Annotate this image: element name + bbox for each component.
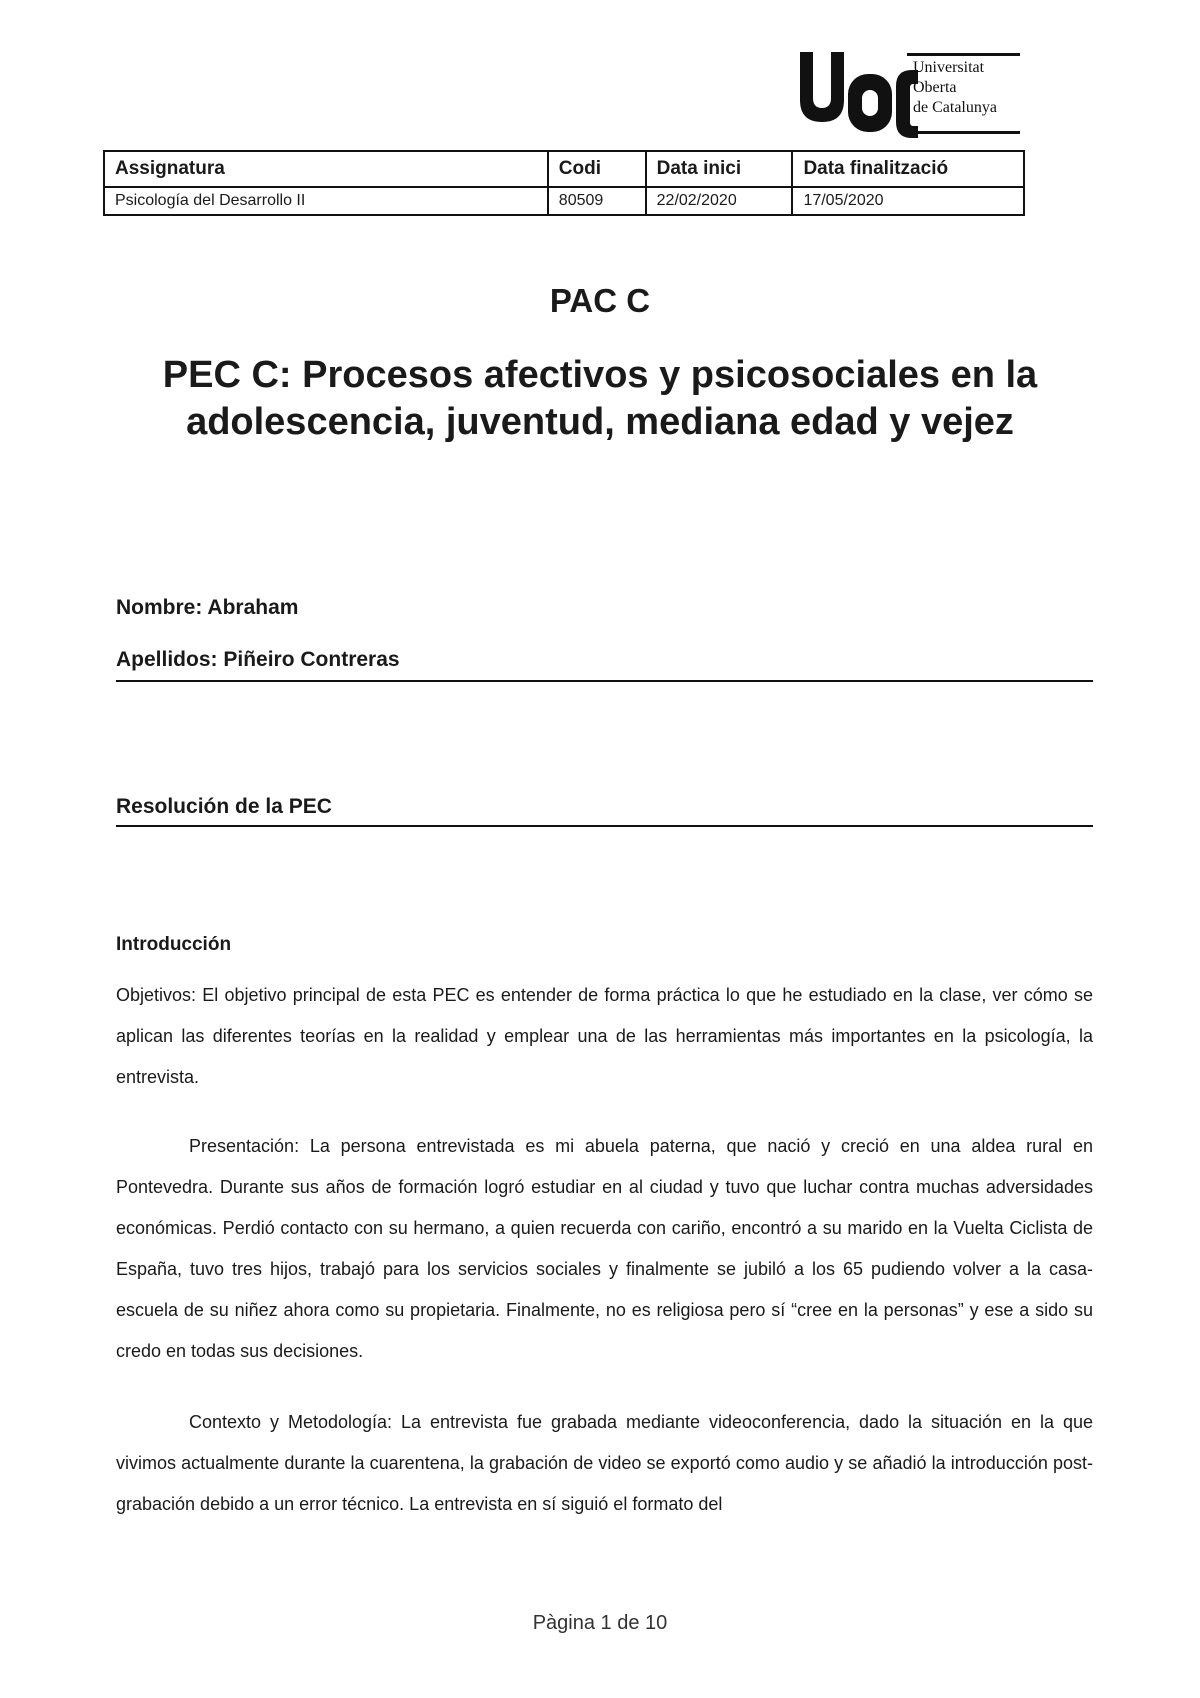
header-data-finalitzacio: Data finalització xyxy=(792,151,1024,187)
cell-assignatura: Psicología del Desarrollo II xyxy=(104,187,548,215)
logo-line-3: de Catalunya xyxy=(913,99,997,116)
header-assignatura: Assignatura xyxy=(104,151,548,187)
surname-label: Apellidos: xyxy=(116,648,218,671)
logo-bottom-rule xyxy=(907,131,1020,134)
table-row xyxy=(104,187,1024,215)
divider xyxy=(116,825,1093,827)
cell-data-inici: 22/02/2020 xyxy=(646,187,793,215)
logo-top-rule xyxy=(907,53,1020,56)
presentacion-text: La persona entrevistada es mi abuela paterna, que nació y creció en una aldea rural en Pontevedra. Durante sus años de formación logró estudiar en al ciudad y tuvo que luchar contra muchas adversidades económicas. Perdió contacto con su hermano, a quien recuerda con cariño, encontró a su marido en la Vuelta Ciclista de España, tuvo tres hijos, trabajó para los servicios sociales y finalmente se jubiló a los 65 pudiendo volver a la casa-escuela de su niñez ahora como su propietaria. Finalmente, no es religiosa pero sí “cree en la personas” y ese a sido su credo en todas sus decisiones. xyxy=(116,1136,1093,1361)
document-title: PEC C: Procesos afectivos y psicosociales en la adolescencia, juventud, mediana edad y vejez xyxy=(162,354,1038,443)
cell-data-finalitzacio: 17/05/2020 xyxy=(792,187,1024,215)
section-title: Resolución de la PEC xyxy=(116,795,332,818)
objetivos-text: El objetivo principal de esta PEC es entender de forma práctica lo que he estudiado en la clase, ver cómo se aplican las diferentes teorías en la realidad y emplear una de las herramientas más importantes en la psicología, la entrevista. xyxy=(116,985,1093,1087)
student-name xyxy=(116,596,298,620)
table-header-row xyxy=(104,151,1024,187)
page-number: Pàgina 1 de 10 xyxy=(532,1612,668,1634)
paragraph-objetivos xyxy=(116,975,1093,1098)
cell-codi: 80509 xyxy=(548,187,646,215)
logo-line-1: Universitat xyxy=(913,59,985,76)
objetivos-label: Objetivos: xyxy=(116,985,197,1005)
paragraph-contexto xyxy=(116,1402,1093,1525)
header-codi: Codi xyxy=(548,151,646,187)
divider xyxy=(116,680,1093,682)
contexto-label: Contexto y Metodología: xyxy=(189,1412,393,1432)
paragraph-presentacion xyxy=(116,1126,1093,1372)
uoc-logo-text xyxy=(913,58,1033,118)
intro-heading: Introducción xyxy=(116,934,232,955)
contexto-text: La entrevista fue grabada mediante videoconferencia, dado la situación en la que vivimos actualmente durante la cuarentena, la grabación de video se exportó como audio y se añadió la introducción post-grabación debido a un error técnico. La entrevista en sí siguió el formato del xyxy=(116,1412,1093,1514)
name-value: Abraham xyxy=(207,596,299,619)
student-surname xyxy=(116,648,400,672)
course-info-table xyxy=(103,150,1025,216)
document-heading: PAC C xyxy=(549,282,651,319)
surname-value: Piñeiro Contreras xyxy=(223,648,400,671)
name-label: Nombre: xyxy=(116,596,203,619)
presentacion-label: Presentación: xyxy=(189,1136,300,1156)
logo-line-2: Oberta xyxy=(913,79,957,96)
header-data-inici: Data inici xyxy=(646,151,793,187)
